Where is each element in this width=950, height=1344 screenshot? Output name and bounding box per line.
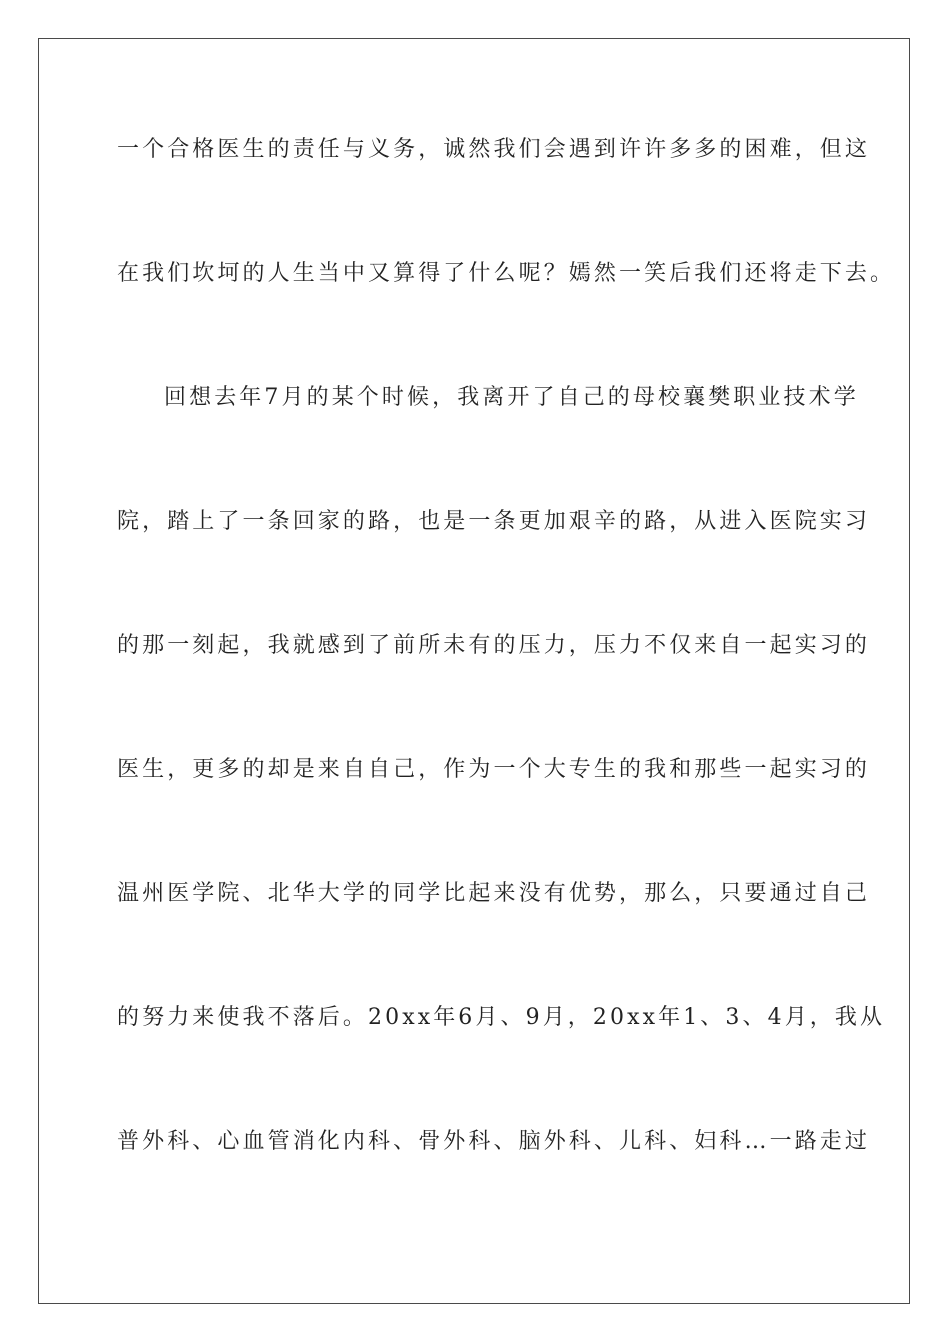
text-line-5: 的那一刻起，我就感到了前所未有的压力，压力不仅来自一起实习的 [117, 633, 871, 658]
text-line-2: 在我们坎坷的人生当中又算得了什么呢？嫣然一笑后我们还将走下去。 [117, 261, 896, 286]
text-line-6: 医生，更多的却是来自自己，作为一个大专生的我和那些一起实习的 [117, 757, 871, 782]
text-line-8: 的努力来使我不落后。20xx年6月、9月，20xx年1、3、4月，我从 [117, 1005, 886, 1030]
text-line-7: 温州医学院、北华大学的同学比起来没有优势，那么，只要通过自己 [117, 881, 871, 906]
text-line-9: 普外科、心血管消化内科、骨外科、脑外科、儿科、妇科…一路走过 [117, 1129, 871, 1154]
text-line-3: 回想去年7月的某个时候，我离开了自己的母校襄樊职业技术学 [164, 385, 859, 410]
text-line-4: 院，踏上了一条回家的路，也是一条更加艰辛的路，从进入医院实习 [117, 509, 871, 534]
text-line-1: 一个合格医生的责任与义务，诚然我们会遇到许许多多的困难，但这 [117, 137, 871, 162]
page-border [38, 38, 910, 1304]
